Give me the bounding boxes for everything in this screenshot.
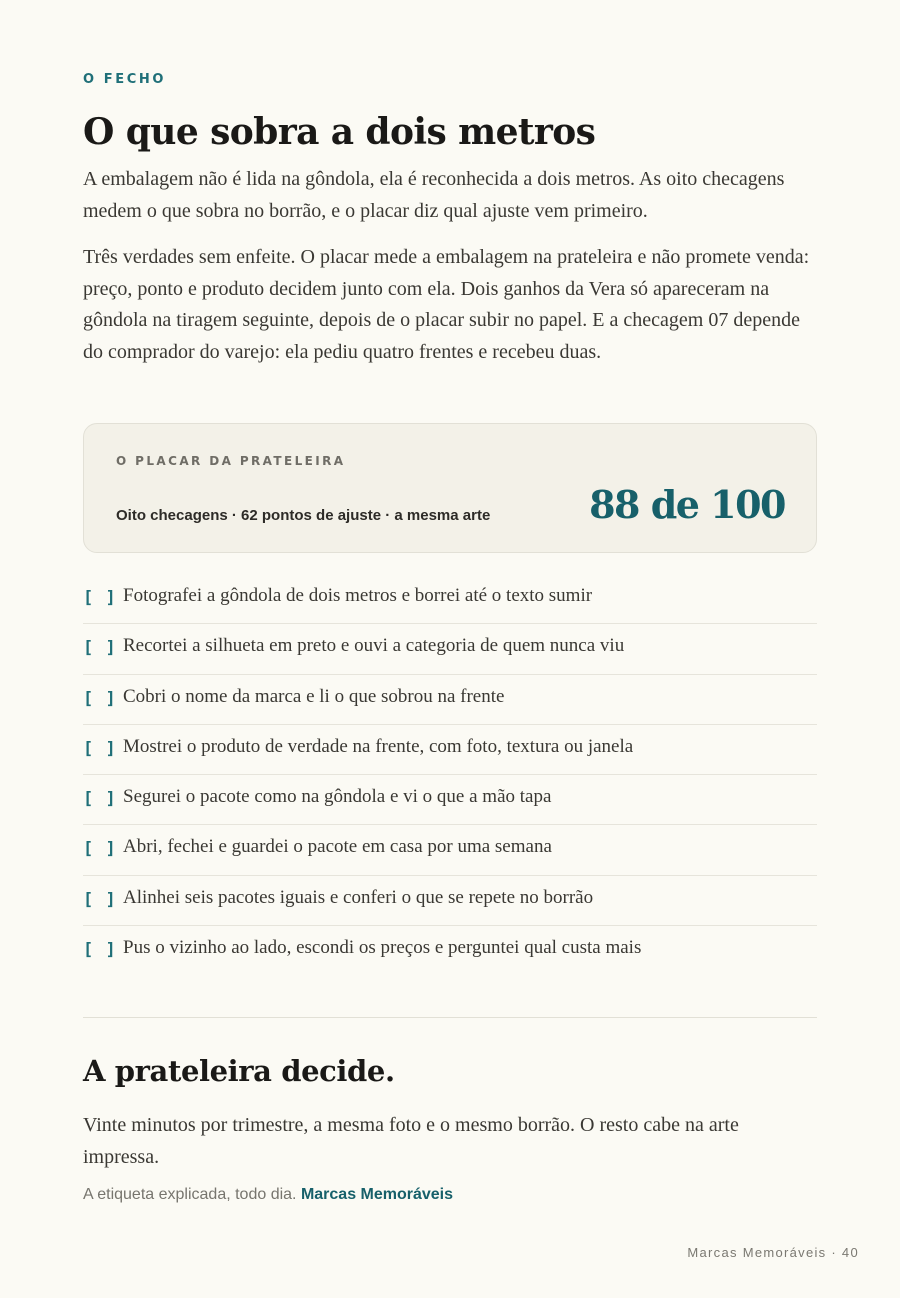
score-card	[83, 423, 817, 553]
checklist-item-text: Fotografei a gôndola de dois metros e borrei até o texto sumir	[123, 585, 593, 606]
score-label: O PLACAR DA PRATELEIRA	[116, 454, 346, 468]
checklist-item-text: Cobri o nome da marca e li o que sobrou na frente	[123, 685, 505, 707]
score-description: Oito checagens · 62 pontos de ajuste · a mesma arte	[116, 507, 491, 524]
checklist-item-text: Segurei o pacote como na gôndola e vi o que a mão tapa	[123, 786, 552, 808]
checkbox-icon[interactable]: [ ]	[83, 588, 117, 608]
checklist-item[interactable]	[83, 725, 817, 775]
checklist-item-text: Abri, fechei e guardei o pacote em casa por uma semana	[123, 836, 552, 858]
checklist-item[interactable]	[83, 876, 817, 926]
section-divider	[83, 1017, 817, 1018]
page-title: O que sobra a dois metros	[83, 111, 596, 153]
section-eyebrow: O FECHO	[83, 72, 167, 87]
checklist-item[interactable]	[83, 926, 817, 976]
page-footer: Marcas Memoráveis · 40	[687, 1245, 859, 1260]
checklist-item-text: Pus o vizinho ao lado, escondi os preços e perguntei qual custa mais	[123, 937, 642, 959]
lead-paragraph: A embalagem não é lida na gôndola, ela é reconhecida a dois metros. As oito checagens medem o que sobra no borrão, e o placar diz qual ajuste vem primeiro.	[83, 168, 785, 222]
checkbox-icon[interactable]: [ ]	[83, 940, 117, 961]
tagline	[83, 1186, 453, 1204]
checklist-item[interactable]	[83, 775, 817, 825]
closing-title: A prateleira decide.	[83, 1054, 395, 1088]
score-value: 88 de 100	[589, 482, 785, 527]
checklist	[83, 574, 817, 976]
checkbox-icon[interactable]: [ ]	[83, 688, 117, 709]
checklist-item-text: Mostrei o produto de verdade na frente, com foto, textura ou janela	[123, 735, 634, 757]
checklist-item-text: Alinhei seis pacotes iguais e conferi o que se repete no borrão	[123, 886, 594, 908]
checkbox-icon[interactable]: [ ]	[83, 789, 117, 810]
checklist-item[interactable]	[83, 825, 817, 875]
checkbox-icon[interactable]: [ ]	[83, 638, 117, 659]
checklist-item[interactable]	[83, 624, 817, 674]
checklist-item[interactable]	[83, 574, 817, 624]
checkbox-icon[interactable]: [ ]	[83, 839, 117, 860]
checkbox-icon[interactable]: [ ]	[83, 889, 117, 910]
checklist-item-text: Recortei a silhueta em preto e ouvi a categoria de quem nunca viu	[123, 635, 625, 657]
checkbox-icon[interactable]: [ ]	[83, 738, 117, 759]
body-paragraph: Três verdades sem enfeite. O placar mede a embalagem na prateleira e não promete venda: preço, ponto e produto decidem junto com ela. Dois ganhos da Vera só apareceram na gôndola na tiragem seguinte, depois de o placar subir no papel. E a checagem 07 depende do comprador do varejo: ela pediu quatro frentes e recebeu duas.	[83, 246, 810, 363]
closing-paragraph: Vinte minutos por trimestre, a mesma foto e o mesmo borrão. O resto cabe na arte impressa.	[83, 1114, 739, 1168]
brand-link[interactable]: Marcas Memoráveis	[300, 1186, 454, 1203]
tagline-text: A etiqueta explicada, todo dia.	[83, 1186, 301, 1203]
checklist-item[interactable]	[83, 675, 817, 725]
